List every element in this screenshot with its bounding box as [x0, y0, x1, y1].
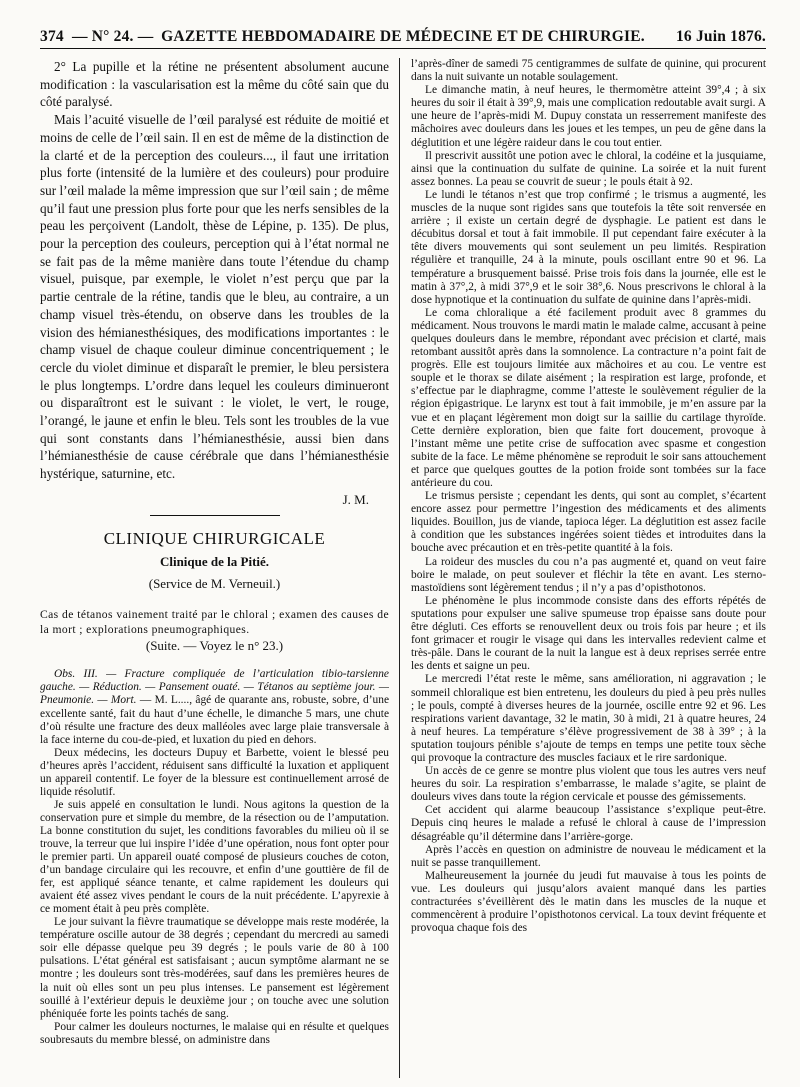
paragraph: Un accès de ce genre se montre plus violent que tous les autres vers neuf heures du soir. La respiration s’embarrasse, le malade s’agite, se plaint de douleurs vives dans toute la région cervicale et pousse des gémissements.	[411, 765, 766, 804]
section-service: (Service de M. Verneuil.)	[148, 575, 281, 591]
paragraph: Le jour suivant la fièvre traumatique se développe mais reste modérée, la température oscille autour de 38 degrés ; cependant du mercredi au samedi soir elle dépasse quelque peu 39 degrés ; le pouls varie de 80 à 100 pulsations. L’état général est satisfaisant ; aucun symptôme alarmant ne se montre ; les douleurs sont très-modérées, sauf dans les premières heures de la nuit où elles sont un peu plus intenses. Le pansement est légèrement souillé à l’extérieur depuis le deuxième jour ; on touche avec une solution phéniquée forte les points tachés de sang.	[40, 916, 389, 1020]
issue-date: 16 Juin 1876.	[675, 28, 766, 45]
paragraph: Le lundi le tétanos n’est que trop confirmé ; le trismus a augmenté, les muscles de la nuque sont rigides sans que toutefois la tête soit renversée en arrière ; il existe un certain degré de dysphagie. Le patient est dans le décubitus dorsal et tout à fait immobile. Il put cependant faire exécuter à la tête divers mouvements qui sont seulement un peu limités. Respiration régulière et tranquille, 24 à la minute, pouls oscillant entre 90 et 96. La température a brusquement baissé. Prise trois fois dans la journée, elle est le matin à 37°,2, à midi 37°,9 et le soir 38°,6. Nous prescrivons le chloral à la dose hypnotique et la continuation du sulfate de quinine dans l’après-midi.	[411, 188, 766, 306]
paragraph: Deux médecins, les docteurs Dupuy et Barbette, voient le blessé peu d’heures après l’accident, réduisent sans difficulté la luxation et appliquent un appareil contentif. Le foyer de la blessure est continuellement arrosé de liquide résolutif.	[40, 746, 389, 798]
column-separator	[399, 58, 400, 1078]
page-number: 374	[40, 28, 64, 45]
section-subtitle: Clinique de la Pitié.	[159, 554, 270, 570]
paragraph: Pour calmer les douleurs nocturnes, le malaise qui en résulte et quelques soubresauts du membre blessé, on administre dans	[40, 1020, 389, 1046]
issue-number: — N° 24. —	[72, 28, 154, 45]
continuation-note: (Suite. — Voyez le n° 23.)	[145, 637, 284, 653]
running-header	[40, 26, 766, 49]
paragraph: Mais l’acuité visuelle de l’œil paralysé est réduite de moitié et moins de celle de l’œil sain. Il en est de même de la distinction de la clarté et de la perception des couleurs..., il faut une irritation plus forte (intensité de la lumière et des couleurs) pour produire sur l’œil malade la même impression que sur l’œil sain ; de même qu’il faut une pression plus forte pour que les nerfs sensibles de la peau les perçoivent (Landolt, thèse de Lépine, p. 135). De plus, pour la perception des couleurs, perception qui à l’état normal ne se fait pas de la même manière dans toute l’étendue du champ visuel, puisque, par exemple, le violet n’est perçu que par la partie centrale de la rétine, tandis que le bleu, au contraire, a un champ visuel très-étendu, on observe dans les troubles de la vision des hémianesthésiques, des modifications importantes : le champ visuel de chaque couleur diminue concentriquement ; le cercle du violet diminue et disparaît le premier, le bleu persistera le plus longtemps. L’ordre dans lequel les couleurs diminueront ou disparaîtront est le suivant : le violet, le vert, le rouge, l’orangé, le jaune et enfin le bleu. Tels sont les troubles de la vue qui sont constants dans l’hémianesthésie, aussi bien dans l’hémianesthésie de cause cérébrale que dans l’hémianesthésie hystérique, saturnine, etc.	[40, 112, 389, 482]
section-title: CLINIQUE CHIRURGICALE	[103, 528, 326, 548]
author-signature: J. M.	[342, 491, 369, 507]
paragraph: Malheureusement la journée du jeudi fut mauvaise à tous les points de vue. Les douleurs qui jusqu’alors avaient manqué dans les parties contracturées s’éveillèrent dès le matin dans les muscles de la nuque et commencèrent à produire l’opisthotonos cervical. La toux devint fréquente et provoqua chaque fois des	[411, 869, 766, 935]
paragraph: La roideur des muscles du cou n’a pas augmenté et, quand on veut faire boire le malade, on peut soulever et fléchir la tête en avant. Les sterno-mastoïdiens sont légèrement tendus ; il n’y a pas d’opisthotonos.	[411, 555, 766, 594]
paragraph: Je suis appelé en consultation le lundi. Nous agitons la question de la conservation pure et simple du membre, de la résection ou de l’amputation. La bonne constitution du sujet, les conditions favorables du milieu où il se trouve, la terreur que lui inspire l’idée d’une opération, nous font opter pour le premier parti. Un appareil ouaté composé de plusieurs couches de coton, d’un bandage circulaire qui les recouvre, et enfin d’une gouttière de fil de fer, est appliqué séance tenante, et calme rapidement les douleurs qui avaient été assez vives pendant le cours de la nuit précédente. L’apyrexie à ce moment était à peu près complète.	[40, 798, 389, 916]
section-divider	[150, 515, 280, 516]
paragraph: 2° La pupille et la rétine ne présentent absolument aucune modification : la vascularisation est la même du côté sain que du côté paralysé.	[40, 59, 389, 110]
observation-text: — M. L...., âgé de quarante ans, robuste, sobre, d’une excellente santé, fait du haut d’une échelle, le dimanche 5 mars, une chute d’où résulte une fracture des deux malléoles avec large plaie transversale à la face interne du cou-de-pied, et luxation du pied en dehors.	[40, 694, 389, 746]
observation-heading: Obs. III. — Fracture compliquée de l’articulation tibio-tarsienne gauche. — Réduction. — Pansement ouaté. — Tétanos au septième jour. — Pneumonie. — Mort.	[40, 668, 389, 707]
paragraph: Il prescrivit aussitôt une potion avec le chloral, la codéine et la jusquiame, ainsi que la continuation du sulfate de quinine. La soirée et la nuit furent assez bonnes. La peau se couvrit de sueur ; le pouls était à 92.	[411, 149, 766, 188]
paragraph: Cet accident qui alarme beaucoup l’assistance s’explique peut-être. Depuis cinq heures le malade a refusé le chloral à cause de l’impression désagréable qu’il détermine dans l’arrière-gorge.	[411, 804, 766, 843]
paragraph: Après l’accès en question on administre de nouveau le médicament et la nuit se passe tranquillement.	[411, 843, 766, 869]
paragraph: Le trismus persiste ; cependant les dents, qui sont au complet, s’écartent encore assez pour permettre l’ingestion des médicaments et des aliments liquides. Bouillon, jus de viande, tapioca léger. La déglutition est assez facile à condition que les substances ingérées soient tièdes et introduites dans la bouche avec précaution et en très-petite quantité à la fois.	[411, 490, 766, 555]
paragraph: Le mercredi l’état reste le même, sans amélioration, ni aggravation ; le sommeil chloralique est bien entretenu, les douleurs du pied à peu près nulles ; le pouls, compté à diverses heures de la journée, oscille entre 92 et 96. Les respirations varient davantage, 32 le matin, 30 à midi, 21 à quatre heures, 24 à neuf heures. La température s’élève progressivement de 38 à 39° ; à la sputation toujours pénible s’ajoute de temps en temps une petite toux sèche qui provoque la contracture des muscles faciaux et le rire sardonique.	[411, 673, 766, 764]
left-column	[40, 58, 389, 1078]
paragraph: Le dimanche matin, à neuf heures, le thermomètre atteint 39°,4 ; à six heures du soir il était à 39°,9, mais une complication redoutable avait surgi. A une heure de l’après-midi M. Dupuy constata un resserrement manifeste des mâchoires avec douleurs dans les joues et les tempes, un peu de gêne dans la déglutition et une légère raideur dans le cou tout entier.	[411, 84, 766, 149]
journal-title: GAZETTE HEBDOMADAIRE DE MÉDECINE ET DE CHIRURGIE.	[161, 28, 645, 45]
case-title: Cas de tétanos vainement traité par le chloral ; examen des causes de la mort ; explorations pneumographiques.	[40, 607, 389, 636]
observation-paragraph	[40, 668, 389, 746]
right-column	[411, 58, 766, 1078]
paragraph: Le coma chloralique a été facilement produit avec 8 grammes du médicament. Nous trouvons le mardi matin le malade calme, accusant à peine quelques douleurs dans le membre, répondant avec précision et clarté, mais retombant aussitôt après dans la somnolence. La contracture n’a point fait de progrès. Elle est toujours limitée aux mâchoires et au cou. Le ventre est souple et le thorax se dilate aisément ; la respiration est large, profonde, et s’effectue par le diaphragme, comme l’atteste le soulèvement régulier de la région épigastrique. Le larynx est tout à fait immobile, je m’en assure par la vue et en plaçant légèrement mon doigt sur la saillie du cartilage thyroïde. Cette dernière exploration, bien que faite fort doucement, provoque à l’instant même une petite crise de suffocation avec spasme et congestion subite de la face. Le même phénomène se reproduit le soir sans attouchement et parce que quelques gouttes de la potion froide sont tombées sur la face antérieure du cou.	[411, 306, 766, 489]
paragraph: l’après-dîner de samedi 75 centigrammes de sulfate de quinine, qui procurent dans la nuit suivante un notable soulagement.	[411, 58, 766, 84]
paragraph: Le phénomène le plus incommode consiste dans des efforts répétés de sputations pour expulser une salive spumeuse trop épaisse sans doute pour être dégluti. Ces efforts se renouvellent deux ou trois fois par heure ; et ils font grimacer et rougir le visage qui dans les intervalles redevient calme et très-pâle. Dans le courant de la nuit la langue est à deux reprises serrée entre les dents et saigne un peu.	[411, 594, 766, 673]
